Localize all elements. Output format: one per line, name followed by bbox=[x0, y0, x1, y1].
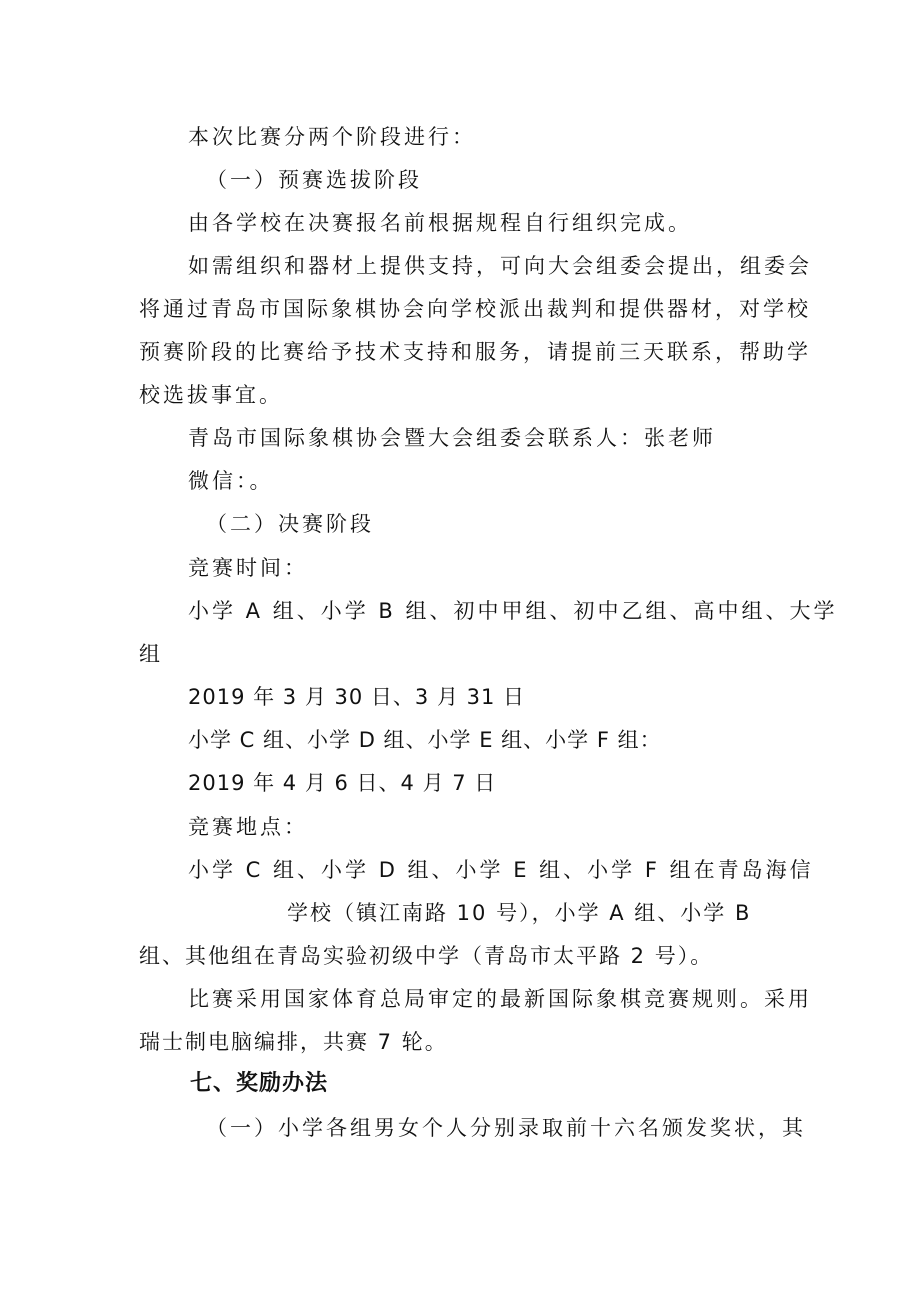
groups-ab-line1: 小学 A 组、小学 B 组、初中甲组、初中乙组、高中组、大学 bbox=[188, 599, 838, 623]
rules-line1: 比赛采用国家体育总局审定的最新国际象棋竞赛规则。采用 bbox=[188, 987, 812, 1011]
date-groups-ab: 2019 年 3 月 30 日、3 月 31 日 bbox=[188, 685, 526, 709]
groups-ab-line2: 组 bbox=[139, 642, 163, 666]
paragraph-prelim-org: 由各学校在决赛报名前根据规程自行组织完成。 bbox=[188, 211, 692, 235]
section-prelim-heading: （一）预赛选拔阶段 bbox=[206, 168, 422, 192]
venue-line1: 小学 C 组、小学 D 组、小学 E 组、小学 F 组在青岛海信 bbox=[188, 858, 814, 882]
paragraph-wechat: 微信：。 bbox=[188, 469, 274, 493]
rules-line2: 瑞士制电脑编排，共赛 7 轮。 bbox=[139, 1030, 448, 1054]
paragraph-support-line2: 将通过青岛市国际象棋协会向学校派出裁判和提供器材，对学校 bbox=[139, 297, 811, 321]
section-awards-heading: 七、奖励办法 bbox=[190, 1071, 329, 1096]
awards-line1: （一）小学各组男女个人分别录取前十六名颁发奖状，其 bbox=[206, 1116, 806, 1140]
paragraph-support-line1: 如需组织和器材上提供支持，可向大会组委会提出，组委会 bbox=[188, 254, 812, 278]
paragraph-support-line3: 预赛阶段的比赛给予技术支持和服务，请提前三天联系，帮助学 bbox=[139, 340, 811, 364]
paragraph-stages-intro: 本次比赛分两个阶段进行： bbox=[188, 125, 476, 149]
paragraph-support-line4: 校选拔事宜。 bbox=[139, 383, 283, 407]
date-groups-cdef: 2019 年 4 月 6 日、4 月 7 日 bbox=[188, 771, 497, 795]
label-competition-venue: 竞赛地点： bbox=[188, 815, 308, 839]
venue-line2: 学校（镇江南路 10 号），小学 A 组、小学 B bbox=[287, 901, 752, 925]
venue-line3: 组、其他组在青岛实验初级中学（青岛市太平路 2 号）。 bbox=[139, 944, 714, 968]
paragraph-contact: 青岛市国际象棋协会暨大会组委会联系人：张老师 bbox=[188, 426, 716, 450]
section-final-heading: （二）决赛阶段 bbox=[206, 512, 374, 536]
groups-cdef: 小学 C 组、小学 D 组、小学 E 组、小学 F 组： bbox=[188, 728, 662, 752]
label-competition-time: 竞赛时间： bbox=[188, 556, 308, 580]
